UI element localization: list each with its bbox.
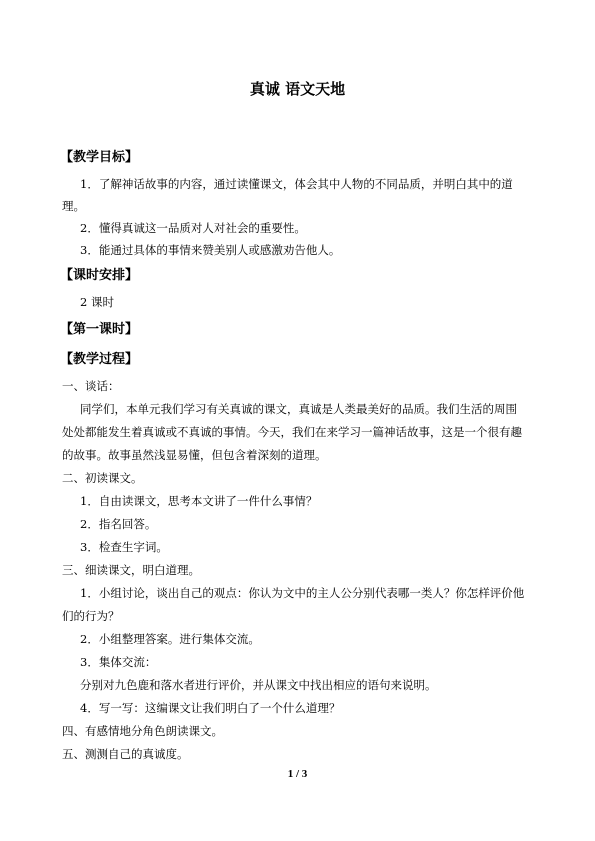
schedule-value: 2 课时 <box>80 295 114 309</box>
process-line: 3．检查生字词。 <box>80 540 168 554</box>
process-heading: 【教学过程】 <box>60 352 139 367</box>
process-line: 一、谈话： <box>62 379 120 393</box>
process-line: 3．集体交流： <box>80 655 157 669</box>
schedule-heading: 【课时安排】 <box>60 268 139 283</box>
page-title: 真诚 语文天地 <box>249 80 346 98</box>
process-line: 四、有感情地分角色朗读课文。 <box>62 724 223 738</box>
process-line: 1．自由读课文，思考本文讲了一件什么事情？ <box>80 494 318 508</box>
process-line: 同学们，本单元我们学习有关真诚的课文，真诚是人类最美好的品质。我们生活的周围 <box>80 402 517 416</box>
process-line: 4．写一写：这编课文让我们明白了一个什么道理？ <box>80 701 341 715</box>
goal-line: 2．懂得真诚这一品质对人对社会的重要性。 <box>80 221 306 235</box>
goal-line: 理。 <box>62 199 85 213</box>
process-line: 三、细读课文，明白道理。 <box>62 563 200 577</box>
process-line: 2．指名回答。 <box>80 517 157 531</box>
goal-line: 1．了解神话故事的内容，通过读懂课文，体会其中人物的不同品质，并明白其中的道 <box>80 177 513 191</box>
goal-line: 3．能通过具体的事情来赞美别人或感激劝告他人。 <box>80 243 341 257</box>
process-line: 五、测测自己的真诚度。 <box>62 747 189 761</box>
process-line: 二、初读课文。 <box>62 471 143 485</box>
goals-heading: 【教学目标】 <box>60 150 139 165</box>
process-line: 2．小组整理答案。进行集体交流。 <box>80 632 260 646</box>
process-line: 们的行为？ <box>62 609 120 623</box>
process-line: 处处都能发生着真诚或不真诚的事情。今天，我们在来学习一篇神话故事，这是一个很有趣 <box>62 425 522 439</box>
process-line: 的故事。故事虽然浅显易懂，但包含着深刻的道理。 <box>62 448 327 462</box>
process-line: 1．小组讨论，谈出自己的观点：你认为文中的主人公分别代表哪一类人？你怎样评价他 <box>80 586 525 600</box>
first-lesson-heading: 【第一课时】 <box>60 322 139 337</box>
process-line: 分别对九色鹿和落水者进行评价，并从课文中找出相应的语句来说明。 <box>80 678 437 692</box>
page-number: 1 / 3 <box>287 768 308 780</box>
